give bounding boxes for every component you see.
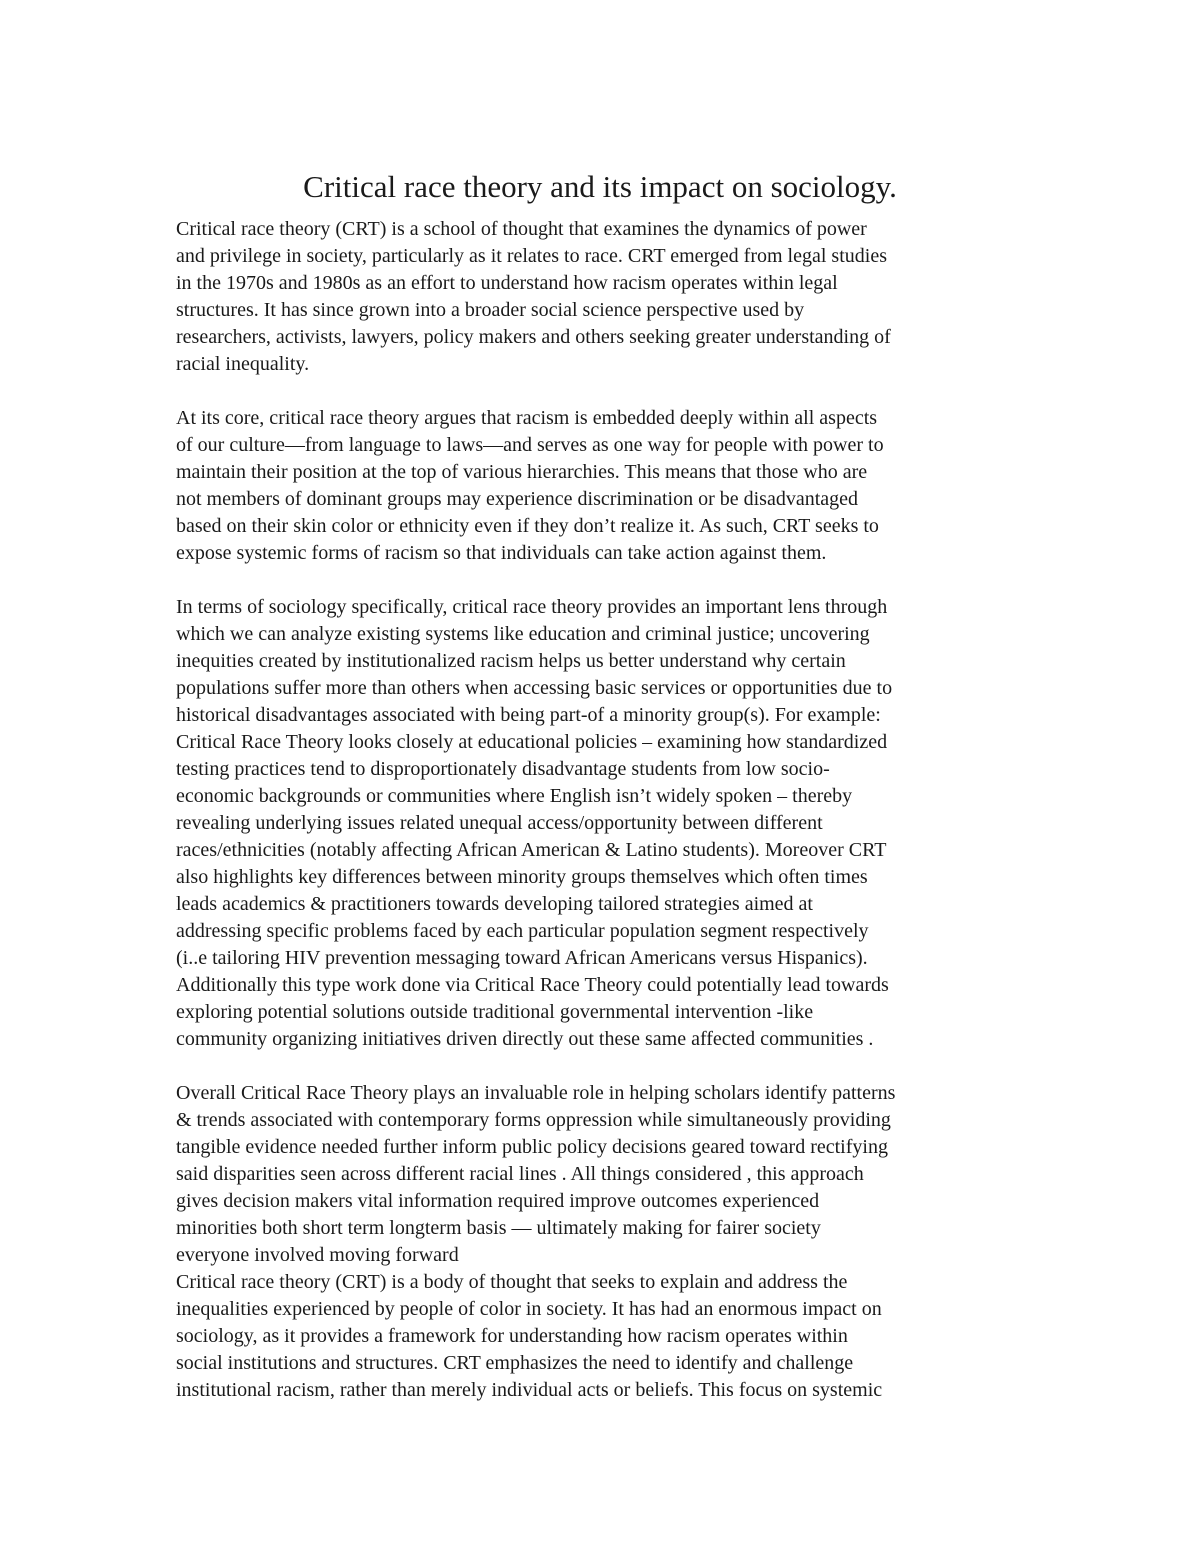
text-line: inequities created by institutionalized racism helps us better understand why certain xyxy=(176,650,846,672)
text-line: tangible evidence needed further inform public policy decisions geared toward rectifying xyxy=(176,1136,888,1158)
paragraph-spacer xyxy=(176,378,1036,405)
text-line: races/ethnicities (notably affecting African American & Latino students). Moreover CRT xyxy=(176,839,887,861)
text-line: addressing specific problems faced by each particular population segment respectively xyxy=(176,920,869,942)
text-line: & trends associated with contemporary forms oppression while simultaneously providing xyxy=(176,1109,891,1131)
text-line: in the 1970s and 1980s as an effort to understand how racism operates within legal xyxy=(176,272,838,294)
text-line: Additionally this type work done via Critical Race Theory could potentially lead towards xyxy=(176,974,889,996)
text-line: not members of dominant groups may experience discrimination or be disadvantaged xyxy=(176,488,859,510)
paragraph-spacer xyxy=(176,1053,1036,1080)
text-line: leads academics & practitioners towards developing tailored strategies aimed at xyxy=(176,893,813,915)
text-line: researchers, activists, lawyers, policy makers and others seeking greater understanding of xyxy=(176,326,891,348)
text-line: and privilege in society, particularly as it relates to race. CRT emerged from legal studies xyxy=(176,245,887,267)
text-line: In terms of sociology specifically, critical race theory provides an important lens through xyxy=(176,596,888,618)
text-line: minorities both short term longterm basis — ultimately making for fairer society xyxy=(176,1217,821,1239)
text-line: inequalities experienced by people of color in society. It has had an enormous impact on xyxy=(176,1298,882,1320)
text-line: Critical race theory (CRT) is a school of thought that examines the dynamics of power xyxy=(176,218,867,240)
text-line: racial inequality. xyxy=(176,353,310,375)
text-line: expose systemic forms of racism so that individuals can take action against them. xyxy=(176,542,827,564)
text-line: Overall Critical Race Theory plays an invaluable role in helping scholars identify patterns xyxy=(176,1082,896,1104)
text-line: Critical Race Theory looks closely at educational policies – examining how standardized xyxy=(176,731,888,753)
text-line: which we can analyze existing systems like education and criminal justice; uncovering xyxy=(176,623,870,645)
text-line: gives decision makers vital information required improve outcomes experienced xyxy=(176,1190,820,1212)
text-line: At its core, critical race theory argues that racism is embedded deeply within all aspects xyxy=(176,407,878,429)
text-line: said disparities seen across different racial lines . All things considered , this approach xyxy=(176,1163,864,1185)
text-line: everyone involved moving forward xyxy=(176,1244,459,1266)
paragraph-4 xyxy=(176,1080,1036,1404)
text-line: sociology, as it provides a framework for understanding how racism operates within xyxy=(176,1325,848,1347)
text-line: structures. It has since grown into a broader social science perspective used by xyxy=(176,299,805,321)
paragraph-spacer xyxy=(176,567,1036,594)
text-line: populations suffer more than others when accessing basic services or opportunities due to xyxy=(176,677,893,699)
document-body xyxy=(176,216,1036,1404)
text-line: institutional racism, rather than merely individual acts or beliefs. This focus on systemic xyxy=(176,1379,883,1401)
page-title: Critical race theory and its impact on sociology. xyxy=(303,169,897,204)
paragraph-2 xyxy=(176,405,1036,567)
text-line: testing practices tend to disproportionately disadvantage students from low socio- xyxy=(176,758,830,780)
text-line: revealing underlying issues related unequal access/opportunity between different xyxy=(176,812,823,834)
text-line: Critical race theory (CRT) is a body of thought that seeks to explain and address the xyxy=(176,1271,848,1293)
text-line: community organizing initiatives driven directly out these same affected communities . xyxy=(176,1028,874,1050)
paragraph-3 xyxy=(176,594,1036,1053)
text-line: maintain their position at the top of various hierarchies. This means that those who are xyxy=(176,461,868,483)
text-line: historical disadvantages associated with being part-of a minority group(s). For example: xyxy=(176,704,881,726)
text-line: economic backgrounds or communities where English isn’t widely spoken – thereby xyxy=(176,785,853,807)
text-line: also highlights key differences between minority groups themselves which often times xyxy=(176,866,868,888)
text-line: (i..e tailoring HIV prevention messaging toward African Americans versus Hispanics). xyxy=(176,947,868,969)
text-line: based on their skin color or ethnicity even if they don’t realize it. As such, CRT seeks to xyxy=(176,515,879,537)
text-line: of our culture—from language to laws—and serves as one way for people with power to xyxy=(176,434,884,456)
paragraph-1 xyxy=(176,216,1036,378)
text-line: exploring potential solutions outside traditional governmental intervention -like xyxy=(176,1001,814,1023)
text-line: social institutions and structures. CRT emphasizes the need to identify and challenge xyxy=(176,1352,854,1374)
